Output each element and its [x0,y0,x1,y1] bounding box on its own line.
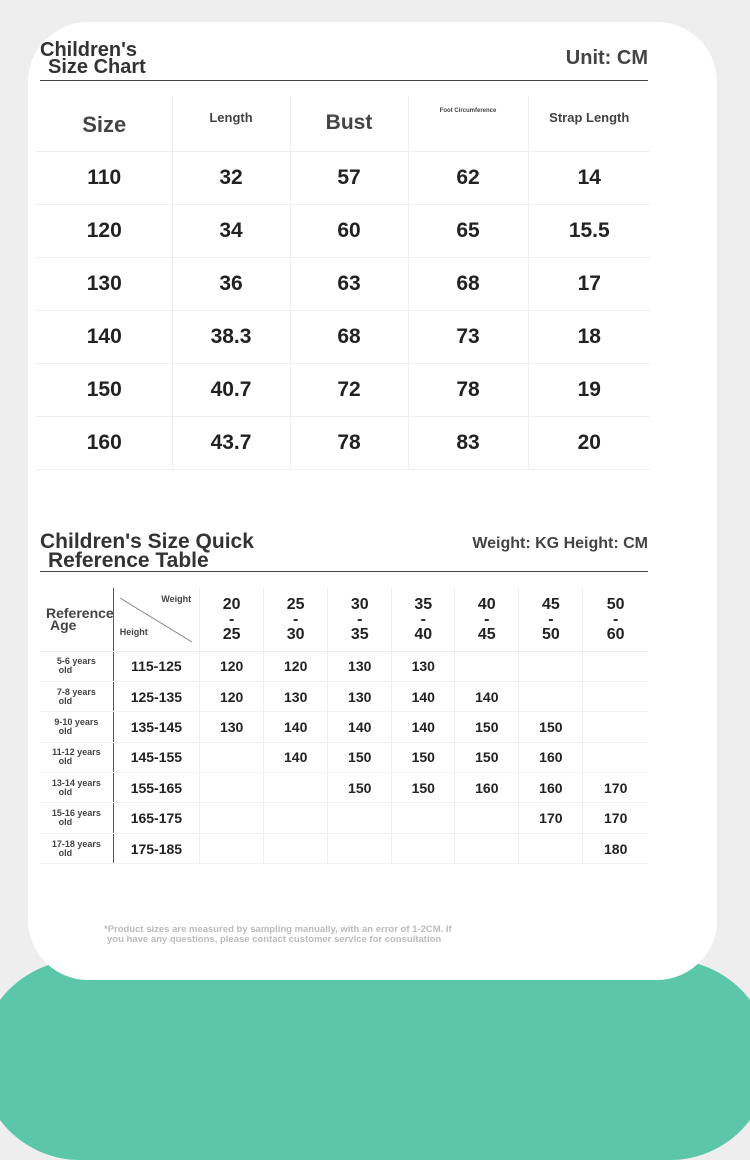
size-cell: 130 [37,257,172,310]
table-row [40,712,648,742]
size-chart-header-row [37,96,650,151]
bust-cell: 57 [290,151,408,204]
size-value-cell: 170 [583,803,648,833]
size-value-cell: 130 [200,712,264,742]
age-range: 17-18 years [51,838,101,849]
length-cell: 40.7 [172,363,290,416]
quick-reference-heading [40,530,648,572]
table-row [37,257,650,310]
table-row [37,310,650,363]
size-value-cell [392,833,455,863]
age-range: 9-10 years [54,716,99,727]
size-cell: 160 [37,416,172,469]
length-cell: 36 [172,257,290,310]
age-range: 11-12 years [52,747,101,758]
size-value-cell [583,712,648,742]
strap-length-cell: 17 [528,257,650,310]
table-row [37,151,650,204]
size-value-cell [455,803,519,833]
size-value-cell [264,833,328,863]
strap-length-cell: 15.5 [528,204,650,257]
size-value-cell [200,742,264,772]
size-chart-heading [40,40,648,81]
bust-cell: 72 [290,363,408,416]
size-chart-title-line2: Size Chart [48,56,146,78]
height-range-cell: 155-165 [113,773,199,803]
age-suffix: old [58,665,73,676]
weight-height-corner-cell [113,588,199,651]
age-cell [40,712,113,742]
size-value-cell: 150 [328,742,392,772]
size-value-cell: 140 [392,712,455,742]
foot-circumference-cell: 83 [408,416,528,469]
table-row [37,204,650,257]
size-chart-unit: Unit: CM [565,47,648,69]
size-chart-title-line1: Children's [40,39,137,61]
size-value-cell: 150 [328,773,392,803]
table-row [40,803,648,833]
size-chart-table [37,96,650,470]
age-cell [40,833,113,863]
size-value-cell: 180 [583,833,648,863]
size-value-cell: 130 [328,651,392,681]
size-value-cell [455,833,519,863]
size-value-cell [200,833,264,863]
size-value-cell: 170 [519,803,583,833]
header-size: Size [37,96,172,151]
age-cell [40,681,113,711]
size-value-cell: 140 [328,712,392,742]
bust-cell: 68 [290,310,408,363]
bust-cell: 63 [290,257,408,310]
strap-length-cell: 14 [528,151,650,204]
size-value-cell: 120 [264,651,328,681]
bust-cell: 60 [290,204,408,257]
size-value-cell [583,742,648,772]
size-cell: 120 [37,204,172,257]
table-row [40,742,648,772]
size-value-cell: 140 [264,742,328,772]
size-value-cell [200,773,264,803]
size-value-cell: 140 [264,712,328,742]
weight-range-header: 20 - 25 [200,588,264,651]
bust-cell: 78 [290,416,408,469]
footnote [104,925,574,945]
size-value-cell: 160 [519,742,583,772]
age-range: 5-6 years [56,656,96,667]
age-range: 15-16 years [51,808,101,819]
size-value-cell [392,803,455,833]
weight-range-header: 25 - 30 [264,588,328,651]
strap-length-cell: 18 [528,310,650,363]
height-range-cell: 145-155 [113,742,199,772]
height-range-cell: 175-185 [113,833,199,863]
age-suffix: old [58,847,73,858]
age-suffix: old [58,756,73,767]
size-value-cell: 170 [583,773,648,803]
length-cell: 32 [172,151,290,204]
table-row [40,681,648,711]
size-value-cell: 120 [200,681,264,711]
size-value-cell: 130 [264,681,328,711]
foot-circumference-cell: 73 [408,310,528,363]
reference-label: Reference [46,605,114,622]
size-value-cell: 150 [519,712,583,742]
age-suffix: old [58,786,73,797]
height-range-cell: 125-135 [113,681,199,711]
quick-reference-title [40,532,254,571]
age-range: 7-8 years [56,686,96,697]
age-cell [40,651,113,681]
size-value-cell: 140 [392,681,455,711]
table-row [40,833,648,863]
height-axis-label: Height [119,626,148,637]
table-row [40,651,648,681]
footnote-line1: *Product sizes are measured by sampling manually, with an error of 1-2CM. If [104,924,452,935]
age-cell [40,803,113,833]
header-bust: Bust [290,96,408,151]
quick-reference-title-line1: Children's Size Quick [40,530,254,553]
foot-circumference-cell: 68 [408,257,528,310]
age-label: Age [50,617,77,634]
size-value-cell: 130 [392,651,455,681]
age-suffix: old [58,725,73,736]
length-cell: 43.7 [172,416,290,469]
foot-circumference-cell: 78 [408,363,528,416]
size-cell: 110 [37,151,172,204]
size-value-cell: 160 [519,773,583,803]
age-cell [40,773,113,803]
table-row [37,363,650,416]
size-value-cell: 150 [392,742,455,772]
size-value-cell: 150 [455,712,519,742]
size-value-cell: 130 [328,681,392,711]
height-range-cell: 115-125 [113,651,199,681]
size-value-cell [519,651,583,681]
quick-reference-units: Weight: KG Height: CM [472,535,648,552]
table-row [40,773,648,803]
footnote-line2: you have any questions, please contact customer service for consultation [107,934,442,945]
size-value-cell: 140 [455,681,519,711]
height-range-cell: 135-145 [113,712,199,742]
age-cell [40,742,113,772]
age-suffix: old [58,817,73,828]
table-row [37,416,650,469]
weight-range-header: 50 - 60 [583,588,648,651]
size-value-cell [264,803,328,833]
height-range-cell: 165-175 [113,803,199,833]
strap-length-cell: 20 [528,416,650,469]
quick-reference-body [40,651,648,864]
weight-range-header: 35 - 40 [392,588,455,651]
foot-circumference-cell: 65 [408,204,528,257]
header-strap-length: Strap Length [528,96,650,151]
weight-range-header: 40 - 45 [455,588,519,651]
header-length: Length [172,96,290,151]
size-value-cell: 150 [455,742,519,772]
size-value-cell [200,803,264,833]
size-cell: 140 [37,310,172,363]
size-value-cell [519,681,583,711]
quick-reference-table [40,588,648,864]
header-foot-circumference: Foot Circumference [408,96,528,151]
size-value-cell: 150 [392,773,455,803]
size-value-cell [328,803,392,833]
size-value-cell [583,651,648,681]
length-cell: 34 [172,204,290,257]
weight-axis-label: Weight [161,594,192,604]
quick-reference-header-row [40,588,648,651]
weight-range-header: 30 - 35 [328,588,392,651]
size-value-cell: 160 [455,773,519,803]
strap-length-cell: 19 [528,363,650,416]
accent-background-shape [0,960,750,1160]
size-chart-title [40,39,146,80]
length-cell: 38.3 [172,310,290,363]
size-value-cell [455,651,519,681]
quick-reference-title-line2: Reference Table [48,549,209,572]
size-value-cell [583,681,648,711]
age-suffix: old [58,695,73,706]
age-range: 13-14 years [51,777,101,788]
reference-age-label [40,588,113,651]
size-value-cell [264,773,328,803]
size-cell: 150 [37,363,172,416]
size-value-cell [328,833,392,863]
size-value-cell [519,833,583,863]
size-value-cell: 120 [200,651,264,681]
weight-range-header: 45 - 50 [519,588,583,651]
foot-circumference-cell: 62 [408,151,528,204]
